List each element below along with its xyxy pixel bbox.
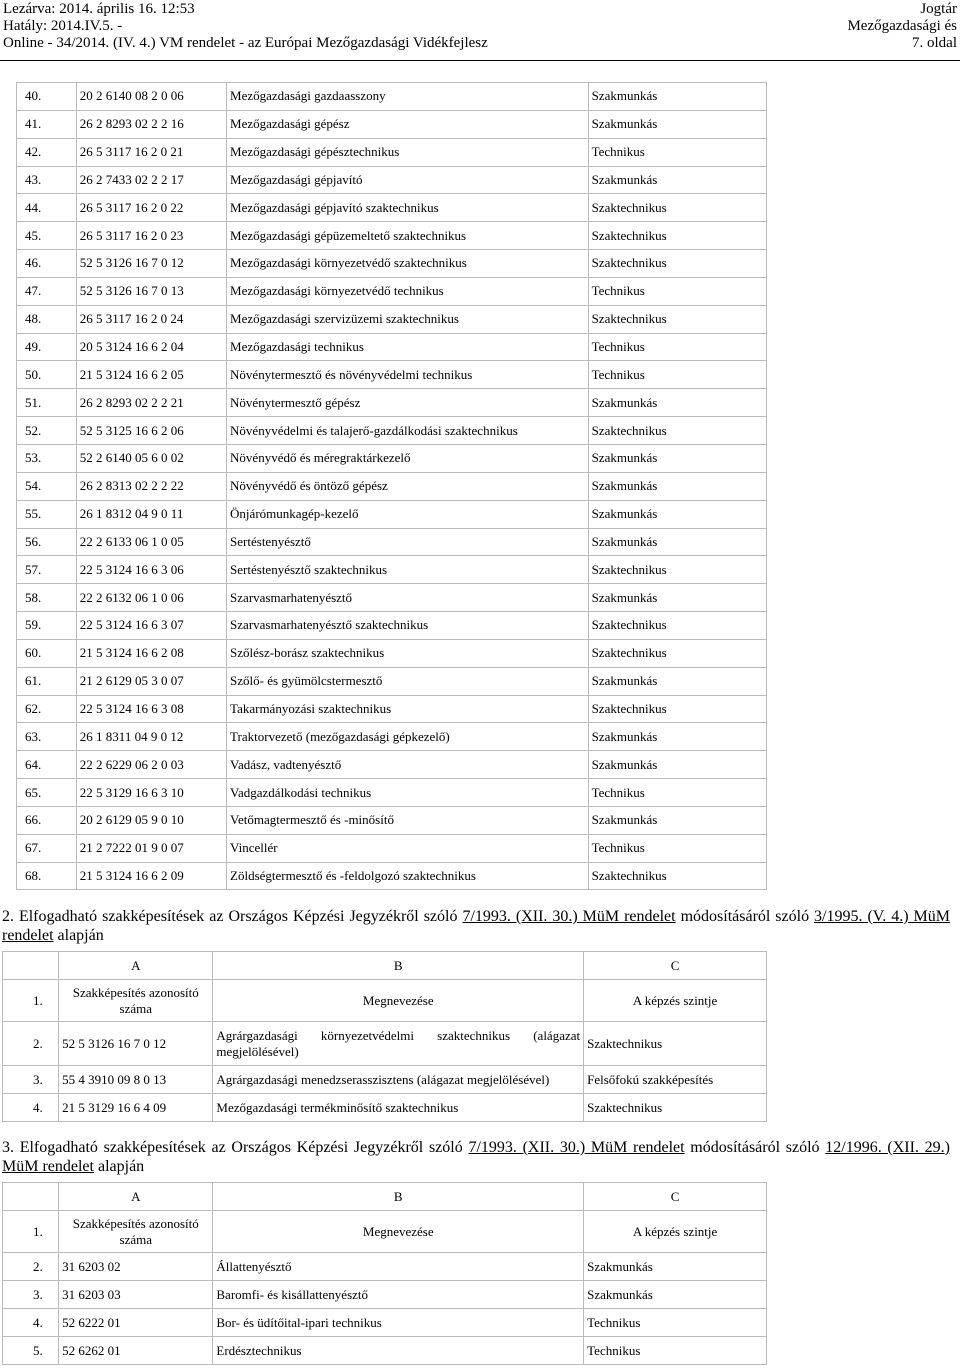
row-number: 61. [17, 667, 77, 695]
training-level: Technikus [588, 277, 766, 305]
row-number: 68. [17, 862, 77, 890]
row-number: 58. [17, 584, 77, 612]
rule-link-12-1996[interactable]: 12/1996. (XII. 29.) MüM rendelet [2, 1139, 951, 1175]
qualification-id: 52 5 3125 16 6 2 06 [76, 417, 226, 445]
column-letter-c: C [584, 1183, 767, 1211]
header-name: Megnevezése [213, 1211, 584, 1253]
qualification-name: Traktorvezető (mezőgazdasági gépkezelő) [227, 723, 589, 751]
table-row [17, 166, 767, 194]
table-row [17, 250, 767, 278]
table-row: 3. 31 6203 03 Baromfi- és kisállattenyésztő Szakmunkás [3, 1281, 767, 1309]
qualification-id: 20 2 6140 08 2 0 06 [76, 83, 226, 111]
training-level: Szakmunkás [588, 667, 766, 695]
row-number: 52. [17, 417, 77, 445]
section-3-heading: 3. Elfogadható szakképesítések az Országos Képzési Jegyzékről szóló 7/1993. (XII. 30.) MüM rendelet módosításáról szóló 12/1996. (XII. 29.) MüM rendelet alapján [2, 1139, 951, 1175]
table-row [17, 779, 767, 807]
section-2-table [2, 951, 767, 1122]
header-row-number: 1. [3, 980, 59, 1022]
table-row: 4. 21 5 3129 16 6 4 09 Mezőgazdasági termékminősítő szaktechnikus Szaktechnikus [3, 1094, 767, 1122]
row-number: 47. [17, 277, 77, 305]
qualification-name: Mezőgazdasági gépjavító [227, 166, 589, 194]
qualification-name: Mezőgazdasági gépjavító szaktechnikus [227, 194, 589, 222]
training-level: Technikus [588, 138, 766, 166]
page-header [0, 0, 960, 62]
qualification-id: 22 2 6132 06 1 0 06 [76, 584, 226, 612]
qualification-name: Mezőgazdasági gazdaasszony [227, 83, 589, 111]
training-level: Szakmunkás [588, 584, 766, 612]
table-row [17, 500, 767, 528]
training-level: Szakmunkás [588, 528, 766, 556]
qualification-id: 26 5 3117 16 2 0 22 [76, 194, 226, 222]
table-row [17, 277, 767, 305]
row-number: 62. [17, 695, 77, 723]
qualification-name: Vincellér [227, 834, 589, 862]
column-letter-a: A [59, 1183, 213, 1211]
header-left [3, 1, 488, 52]
qualification-id: 21 2 7222 01 9 0 07 [76, 834, 226, 862]
training-level: Technikus [588, 361, 766, 389]
table-row [17, 389, 767, 417]
training-level: Szaktechnikus [588, 222, 766, 250]
qualification-name: Mezőgazdasági technikus [227, 333, 589, 361]
qualification-name: Mezőgazdasági gépész [227, 110, 589, 138]
table-row [17, 556, 767, 584]
qualification-name: Szőlész-borász szaktechnikus [227, 639, 589, 667]
row-number: 51. [17, 389, 77, 417]
table-row: 3. 55 4 3910 09 8 0 13 Agrárgazdasági menedzserasszisztens (alágazat megjelölésével) Felsőfokú szakképesítés [3, 1066, 767, 1094]
table-row [17, 612, 767, 640]
qualification-name: Vetőmagtermesztő és -minősítő [227, 806, 589, 834]
training-level: Szakmunkás [588, 806, 766, 834]
column-letter-a: A [59, 952, 213, 980]
row-number: 65. [17, 779, 77, 807]
table-row [17, 695, 767, 723]
training-level: Szakmunkás [588, 472, 766, 500]
table-row [17, 361, 767, 389]
qualification-id: 26 5 3117 16 2 0 24 [76, 305, 226, 333]
qualification-id: 22 5 3124 16 6 3 07 [76, 612, 226, 640]
training-level: Szaktechnikus [588, 612, 766, 640]
training-level: Szakmunkás [588, 500, 766, 528]
table-row [17, 305, 767, 333]
training-level: Technikus [588, 834, 766, 862]
header-row-number: 1. [3, 1211, 59, 1253]
training-level: Szaktechnikus [588, 305, 766, 333]
table-row: 2. 52 5 3126 16 7 0 12 Agrárgazdasági környezetvédelmi szaktechnikus (alágazat megjelölésével) Szaktechnikus [3, 1022, 767, 1066]
header-effective-date: Hatály: 2014.IV.5. - [3, 18, 123, 34]
header-page-number: 7. oldal [912, 35, 957, 51]
qualification-name: Mezőgazdasági gépésztechnikus [227, 138, 589, 166]
rule-link-7-1993[interactable]: 7/1993. (XII. 30.) MüM rendelet [468, 1139, 685, 1156]
table-row [17, 584, 767, 612]
table-row [17, 834, 767, 862]
row-number: 53. [17, 444, 77, 472]
header-closed-date: Lezárva: 2014. április 16. 12:53 [3, 1, 195, 17]
row-number: 40. [17, 83, 77, 111]
qualification-id: 52 2 6140 05 6 0 02 [76, 444, 226, 472]
training-level: Szakmunkás [588, 166, 766, 194]
row-number: 42. [17, 138, 77, 166]
table-row [17, 862, 767, 890]
qualification-id: 22 5 3129 16 6 3 10 [76, 779, 226, 807]
qualification-id: 21 5 3124 16 6 2 08 [76, 639, 226, 667]
header-right [847, 1, 957, 52]
header-publisher: Jogtár [920, 1, 957, 17]
training-level: Szakmunkás [588, 751, 766, 779]
training-level: Szakmunkás [588, 389, 766, 417]
table-row [17, 417, 767, 445]
rule-link-3-1995[interactable]: 3/1995. (V. 4.) MüM rendelet [2, 908, 950, 944]
header-training-level: A képzés szintje [584, 980, 767, 1022]
qualification-name: Szarvasmarhatenyésztő [227, 584, 589, 612]
training-level: Technikus [588, 779, 766, 807]
row-number: 54. [17, 472, 77, 500]
column-letter-c: C [584, 952, 767, 980]
rule-link-7-1993[interactable]: 7/1993. (XII. 30.) MüM rendelet [462, 908, 676, 925]
header-divider [0, 60, 960, 61]
table-row [17, 472, 767, 500]
qualification-name: Növénytermesztő és növényvédelmi technikus [227, 361, 589, 389]
qualification-id: 21 5 3124 16 6 2 05 [76, 361, 226, 389]
row-number: 49. [17, 333, 77, 361]
column-letter-b: B [213, 952, 584, 980]
row-number: 48. [17, 305, 77, 333]
qualification-id: 20 2 6129 05 9 0 10 [76, 806, 226, 834]
table-row: 5. 52 6262 01 Erdésztechnikus Technikus [3, 1337, 767, 1365]
section-3-table [2, 1182, 767, 1365]
header-qualification-id: Szakképesítés azonosító száma [59, 1211, 213, 1253]
qualification-name: Vadgazdálkodási technikus [227, 779, 589, 807]
qualification-id: 26 2 7433 02 2 2 17 [76, 166, 226, 194]
table-row: 4. 52 6222 01 Bor- és üdítőital-ipari technikus Technikus [3, 1309, 767, 1337]
training-level: Szakmunkás [588, 83, 766, 111]
qualification-name: Mezőgazdasági környezetvédő szaktechnikus [227, 250, 589, 278]
row-number: 59. [17, 612, 77, 640]
qualification-id: 26 1 8311 04 9 0 12 [76, 723, 226, 751]
row-number: 60. [17, 639, 77, 667]
training-level: Technikus [588, 333, 766, 361]
qualifications-table [16, 82, 767, 890]
qualification-name: Növényvédő és méregraktárkezelő [227, 444, 589, 472]
table-row [17, 806, 767, 834]
section-2-heading: 2. Elfogadható szakképesítések az Országos Képzési Jegyzékről szóló 7/1993. (XII. 30.) MüM rendelet módosításáról szóló 3/1995. (V. 4.) MüM rendelet alapján [2, 908, 950, 944]
table-row [17, 444, 767, 472]
qualification-name: Szőlő- és gyümölcstermesztő [227, 667, 589, 695]
training-level: Szakmunkás [588, 110, 766, 138]
row-number: 44. [17, 194, 77, 222]
qualification-name: Mezőgazdasági környezetvédő technikus [227, 277, 589, 305]
qualification-id: 21 5 3124 16 6 2 09 [76, 862, 226, 890]
table-row [17, 639, 767, 667]
training-level: Szakmunkás [588, 723, 766, 751]
row-number: 43. [17, 166, 77, 194]
training-level: Szaktechnikus [588, 417, 766, 445]
training-level: Szaktechnikus [588, 194, 766, 222]
qualification-name: Zöldségtermesztő és -feldolgozó szaktechnikus [227, 862, 589, 890]
row-number: 46. [17, 250, 77, 278]
header-document-title: Online - 34/2014. (IV. 4.) VM rendelet - az Európai Mezőgazdasági Vidékfejlesz [3, 35, 488, 51]
qualification-id: 22 2 6133 06 1 0 05 [76, 528, 226, 556]
header-name: Megnevezése [213, 980, 584, 1022]
table-row [17, 138, 767, 166]
training-level: Szaktechnikus [588, 695, 766, 723]
row-number: 56. [17, 528, 77, 556]
row-number: 45. [17, 222, 77, 250]
qualification-name: Mezőgazdasági szervizüzemi szaktechnikus [227, 305, 589, 333]
qualification-id: 22 2 6229 06 2 0 03 [76, 751, 226, 779]
qualification-name: Mezőgazdasági gépüzemeltető szaktechnikus [227, 222, 589, 250]
qualification-name: Növényvédelmi és talajerő-gazdálkodási szaktechnikus [227, 417, 589, 445]
row-number: 50. [17, 361, 77, 389]
training-level: Szaktechnikus [588, 862, 766, 890]
qualification-name: Sertéstenyésztő szaktechnikus [227, 556, 589, 584]
qualification-id: 26 5 3117 16 2 0 21 [76, 138, 226, 166]
table-row [17, 83, 767, 111]
qualification-id: 26 2 8293 02 2 2 21 [76, 389, 226, 417]
qualification-name: Növényvédő és öntöző gépész [227, 472, 589, 500]
header-category: Mezőgazdasági és [847, 18, 957, 34]
row-number: 57. [17, 556, 77, 584]
qualification-id: 20 5 3124 16 6 2 04 [76, 333, 226, 361]
header-qualification-id: Szakképesítés azonosító száma [59, 980, 213, 1022]
table-row [17, 751, 767, 779]
qualification-id: 22 5 3124 16 6 3 08 [76, 695, 226, 723]
qualification-name: Önjárómunkagép-kezelő [227, 500, 589, 528]
qualification-name: Sertéstenyésztő [227, 528, 589, 556]
row-number: 67. [17, 834, 77, 862]
row-number: 64. [17, 751, 77, 779]
training-level: Szaktechnikus [588, 250, 766, 278]
qualification-id: 22 5 3124 16 6 3 06 [76, 556, 226, 584]
table-row [17, 110, 767, 138]
qualification-id: 21 2 6129 05 3 0 07 [76, 667, 226, 695]
training-level: Szakmunkás [588, 444, 766, 472]
row-number: 41. [17, 110, 77, 138]
header-training-level: A képzés szintje [584, 1211, 767, 1253]
table-row [17, 528, 767, 556]
qualification-id: 26 2 8293 02 2 2 16 [76, 110, 226, 138]
table-row [17, 333, 767, 361]
qualification-id: 52 5 3126 16 7 0 12 [76, 250, 226, 278]
qualification-id: 26 5 3117 16 2 0 23 [76, 222, 226, 250]
qualification-id: 26 2 8313 02 2 2 22 [76, 472, 226, 500]
table-row [17, 723, 767, 751]
qualification-name: Takarmányozási szaktechnikus [227, 695, 589, 723]
table-row [17, 667, 767, 695]
qualification-name: Szarvasmarhatenyésztő szaktechnikus [227, 612, 589, 640]
qualification-name: Vadász, vadtenyésztő [227, 751, 589, 779]
qualification-name: Növénytermesztő gépész [227, 389, 589, 417]
table-row: 2. 31 6203 02 Állattenyésztő Szakmunkás [3, 1253, 767, 1281]
training-level: Szaktechnikus [588, 639, 766, 667]
column-letter-b: B [213, 1183, 584, 1211]
row-number: 63. [17, 723, 77, 751]
qualification-id: 52 5 3126 16 7 0 13 [76, 277, 226, 305]
training-level: Szaktechnikus [588, 556, 766, 584]
qualification-id: 26 1 8312 04 9 0 11 [76, 500, 226, 528]
table-row [17, 194, 767, 222]
row-number: 55. [17, 500, 77, 528]
row-number: 66. [17, 806, 77, 834]
table-row [17, 222, 767, 250]
